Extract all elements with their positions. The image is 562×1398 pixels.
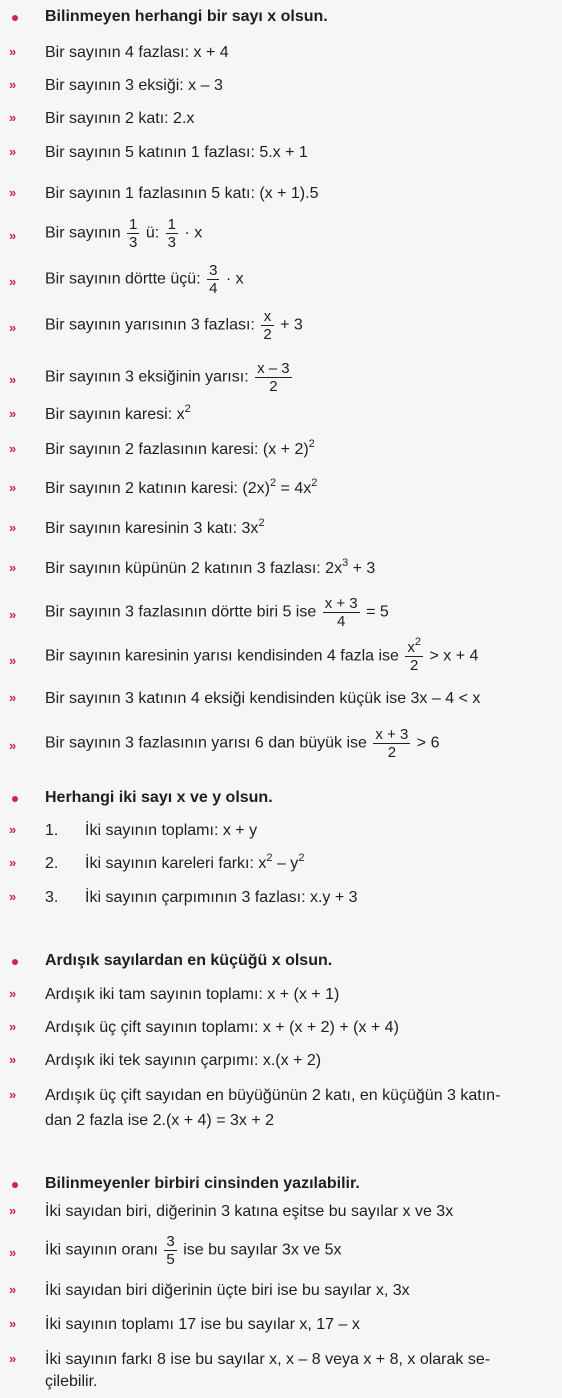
item-text [85,852,305,873]
chevron-icon: » [9,653,17,668]
fraction [127,217,139,250]
chevron-icon: » [9,1316,17,1331]
item-text [45,517,265,538]
chevron-icon: » [9,110,17,125]
chevron-icon: » [9,822,17,837]
item-text: Bir sayının 5 katının 1 fazlası: 5.x + 1 [45,144,308,161]
item-text [45,636,479,674]
fraction [323,596,360,629]
exponent: 3 [342,557,349,569]
chevron-icon: » [9,406,17,421]
item-text [45,361,294,394]
numerator: 3 [209,262,218,279]
chevron-icon: » [9,607,17,622]
item-text: İki sayıdan biri, diğerinin 3 katına eşitse bu sayılar x ve 3x [45,1203,454,1220]
text-part: > 6 [416,734,440,752]
bullet-dot-icon [12,15,18,21]
item-text [45,403,191,424]
fraction [207,263,219,296]
item-text [45,557,376,578]
section-heading: Bilinmeyenler birbiri cinsinden yazılabilir. [45,1175,360,1192]
denominator: 2 [269,378,278,395]
chevron-icon: » [9,1019,17,1034]
numerator [405,636,423,657]
chevron-icon: » [9,144,17,159]
fraction [373,727,410,760]
text-part: ise bu sayılar 3x ve 5x [183,1241,342,1259]
text-part: Bir sayının karesi: x [45,406,185,423]
chevron-icon: » [9,77,17,92]
item-text: Ardışık iki tam sayının toplamı: x + (x + 1) [45,986,340,1003]
exponent: 2 [311,477,318,489]
chevron-icon: » [9,738,17,753]
text-part: + 3 [280,316,303,334]
denominator: 2 [410,657,419,674]
fraction [255,361,292,394]
text-part: Bir sayının 2 fazlasının karesi: (x + 2) [45,441,309,458]
item-text: İki sayının toplamı 17 ise bu sayılar x, 17 – x [45,1316,360,1333]
numerator: x + 3 [375,726,409,743]
item-text [45,596,389,629]
exponent: 2 [184,403,191,415]
text-part: · x [225,270,244,288]
numerator: 1 [129,216,138,233]
text-part: = 5 [366,603,389,621]
denominator: 3 [167,234,176,251]
text-part: İki sayının oranı [45,1241,158,1259]
section-heading: Herhangi iki sayı x ve y olsun. [45,789,273,806]
chevron-icon: » [9,441,17,456]
exponent: 2 [308,438,315,450]
exponent: 2 [298,852,305,864]
chevron-icon: » [9,44,17,59]
exponent: 2 [266,852,273,864]
text-part: – y [272,855,299,872]
item-text-line-1: İki sayının farkı 8 ise bu sayılar x, x – 8 veya x + 8, x olarak se- [45,1351,491,1368]
exponent: 2 [269,477,277,489]
section-heading: Ardışık sayılardan en küçüğü x olsun. [45,952,333,969]
numerator: x + 3 [324,595,358,612]
bullet-dot-icon [12,959,18,965]
item-text: Bir sayının 3 katının 4 eksiği kendisinden küçük ise 3x – 4 < x [45,690,481,707]
text-part: Bir sayının [45,224,121,242]
numerator: x [261,309,273,326]
denominator: 2 [263,326,272,343]
chevron-icon: » [9,1052,17,1067]
numerator: x – 3 [257,360,290,377]
text-part: Bir sayının küpünün 2 katının 3 fazlası: 2x [45,560,343,577]
text-part: ü: [145,224,160,242]
exponent: 2 [258,517,265,529]
item-text: Ardışık üç çift sayının toplamı: x + (x + 2) + (x + 4) [45,1019,399,1036]
chevron-icon: » [9,228,17,243]
item-text [45,263,244,296]
fraction [405,636,423,674]
chevron-icon: » [9,320,17,335]
text-part: · x [184,224,203,242]
chevron-icon: » [9,1087,17,1102]
text-part: Bir sayının 3 fazlasının dörtte biri 5 ise [45,603,317,621]
item-text [45,477,318,498]
exponent: 2 [414,636,422,648]
item-text [45,309,303,342]
chevron-icon: » [9,889,17,904]
item-text [45,438,315,459]
item-text-line-2: dan 2 fazla ise 2.(x + 4) = 3x + 2 [45,1112,275,1129]
numerator: 3 [166,1233,175,1250]
item-text: İki sayının toplamı: x + y [85,822,258,839]
item-text [45,727,439,760]
text-part: Bir sayının yarısının 3 fazlası: [45,316,255,334]
item-text: Bir sayının 4 fazlası: x + 4 [45,44,229,61]
item-number: 2. [45,855,59,872]
text-part: Bir sayının 3 eksiğinin yarısı: [45,368,249,386]
item-number: 1. [45,822,59,839]
denominator: 4 [337,613,346,630]
chevron-icon: » [9,1203,17,1218]
text-part: Bir sayının dörtte üçü: [45,270,201,288]
chevron-icon: » [9,520,17,535]
section-heading: Bilinmeyen herhangi bir sayı x olsun. [45,8,328,25]
text-part: > x + 4 [429,647,479,665]
chevron-icon: » [9,372,17,387]
fraction [164,1234,176,1267]
item-number: 3. [45,889,59,906]
chevron-icon: » [9,855,17,870]
text-part: Bir sayının 2 katının karesi: (2x) [45,480,270,497]
chevron-icon: » [9,1351,17,1366]
text-part: Bir sayının karesinin yarısı kendisinden 4 fazla ise [45,647,399,665]
chevron-icon: » [9,274,17,289]
numerator-base: x [407,639,415,656]
denominator: 5 [166,1251,175,1268]
item-text: İki sayının çarpımının 3 fazlası: x.y + 3 [85,889,358,906]
item-text: İki sayıdan biri diğerinin üçte biri ise bu sayılar x, 3x [45,1282,410,1299]
chevron-icon: » [9,480,17,495]
chevron-icon: » [9,690,17,705]
bullet-dot-icon [12,1182,18,1188]
chevron-icon: » [9,1245,17,1260]
text-part: Bir sayının 3 fazlasının yarısı 6 dan büyük ise [45,734,367,752]
item-text: Ardışık iki tek sayının çarpımı: x.(x + 2) [45,1052,322,1069]
denominator: 3 [129,234,138,251]
item-text: Bir sayının 1 fazlasının 5 katı: (x + 1).5 [45,185,319,202]
text-part: + 3 [348,560,376,577]
chevron-icon: » [9,185,17,200]
item-text: Bir sayının 3 eksiği: x – 3 [45,77,223,94]
chevron-icon: » [9,560,17,575]
numerator: 1 [167,216,176,233]
item-text-line-1: Ardışık üç çift sayıdan en büyüğünün 2 katı, en küçüğün 3 katın- [45,1087,501,1104]
item-text [45,1234,342,1267]
fraction [261,309,273,342]
denominator: 4 [209,280,218,297]
text-part: İki sayının kareleri farkı: x [85,855,267,872]
item-text-line-2: çilebilir. [45,1373,98,1390]
text-part: Bir sayının karesinin 3 katı: 3x [45,520,259,537]
bullet-dot-icon [12,796,18,802]
text-part: = 4x [276,480,312,497]
chevron-icon: » [9,1282,17,1297]
fraction [166,217,178,250]
chevron-icon: » [9,986,17,1001]
denominator: 2 [387,744,397,761]
item-text [45,217,202,250]
item-text: Bir sayının 2 katı: 2.x [45,110,195,127]
